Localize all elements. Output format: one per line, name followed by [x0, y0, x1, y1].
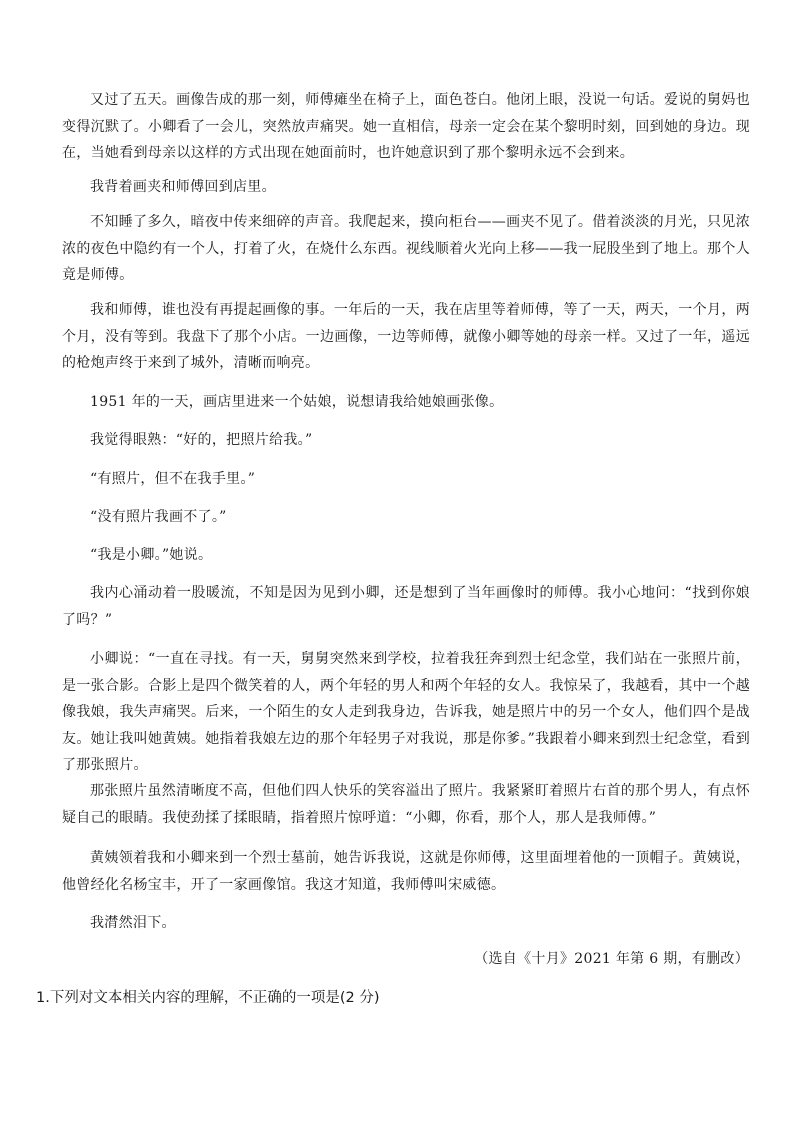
- paragraph-10: 我内心涌动着一股暖流，不知是因为见到小卿，还是想到了当年画像时的师傅。我小心地问：“找到你娘了吗？”: [62, 585, 750, 628]
- paragraph-13: 黄姨领着我和小卿来到一个烈士墓前，她告诉我说，这就是你师傅，这里面埋着他的一顶帽子。黄姨说，他曾经化名杨宝丰，开了一家画像馆。我这才知道，我师傅叫宋威德。: [62, 850, 750, 893]
- paragraph-14: 我潸然泪下。: [90, 915, 176, 931]
- paragraph-12: 那张照片虽然清晰度不高，但他们四人快乐的笑容溢出了照片。我紧紧盯着照片右首的那个男人，有点怀疑自己的眼睛。我使劲揉了揉眼睛，指着照片惊呼道：“小卿，你看，那个人，那人是我师傅。”: [62, 783, 750, 826]
- source-citation: （选自《十月》2021 年第 6 期，有删改）: [474, 951, 749, 967]
- paragraph-7: “有照片，但不在我手里。”: [90, 471, 256, 487]
- paragraph-9: “我是小卿。”她说。: [90, 547, 213, 563]
- paragraph-11: 小卿说：“一直在寻找。有一天，舅舅突然来到学校，拉着我狂奔到烈士纪念堂，我们站在一张照片前，是一张合影。合影上是四个微笑着的人，两个年轻的男人和两个年轻的女人。我惊呆了，我越看，其中一个越像我娘，我失声痛哭。后来，一个陌生的女人走到我身边，告诉我，她是照片中的另一个女人，他们四个是战友。她让我叫她黄姨。她指着我娘左边的那个年轻男子对我说，那是你爹。”我跟着小卿来到烈士纪念堂，看到了那张照片。: [62, 651, 750, 773]
- paragraph-3: 不知睡了多久，暗夜中传来细碎的声音。我爬起来，摸向柜台——画夹不见了。借着淡淡的月光，只见浓浓的夜色中隐约有一个人，打着了火，在烧什么东西。视线顺着火光向上移——我一屁股坐到了地上。那个人竟是师傅。: [62, 214, 750, 283]
- paragraph-4: 我和师傅，谁也没有再提起画像的事。一年后的一天，我在店里等着师傅，等了一天，两天，一个月，两个月，没有等到。我盘下了那个小店。一边画像，一边等师傅，就像小卿等她的母亲一样。又过了一年，遥远的枪炮声终于来到了城外，清晰而响亮。: [62, 302, 750, 371]
- paragraph-6: 我觉得眼熟：“好的，把照片给我。”: [90, 432, 313, 448]
- paragraph-8: “没有照片我画不了。”: [90, 509, 227, 525]
- paragraph-1: 又过了五天。画像告成的那一刻，师傅瘫坐在椅子上，面色苍白。他闭上眼，没说一句话。爱说的舅妈也变得沉默了。小卿看了一会儿，突然放声痛哭。她一直相信，母亲一定会在某个黎明时刻，回到她的身边。现在，当她看到母亲以这样的方式出现在她面前时，也许她意识到了那个黎明永远不会到来。: [62, 92, 750, 161]
- question-1: 1.下列对文本相关内容的理解，不正确的一项是(2 分): [36, 990, 380, 1006]
- paragraph-5: 1951 年的一天，画店里进来一个姑娘，说想请我给她娘画张像。: [90, 394, 504, 410]
- paragraph-2: 我背着画夹和师傅回到店里。: [90, 179, 276, 195]
